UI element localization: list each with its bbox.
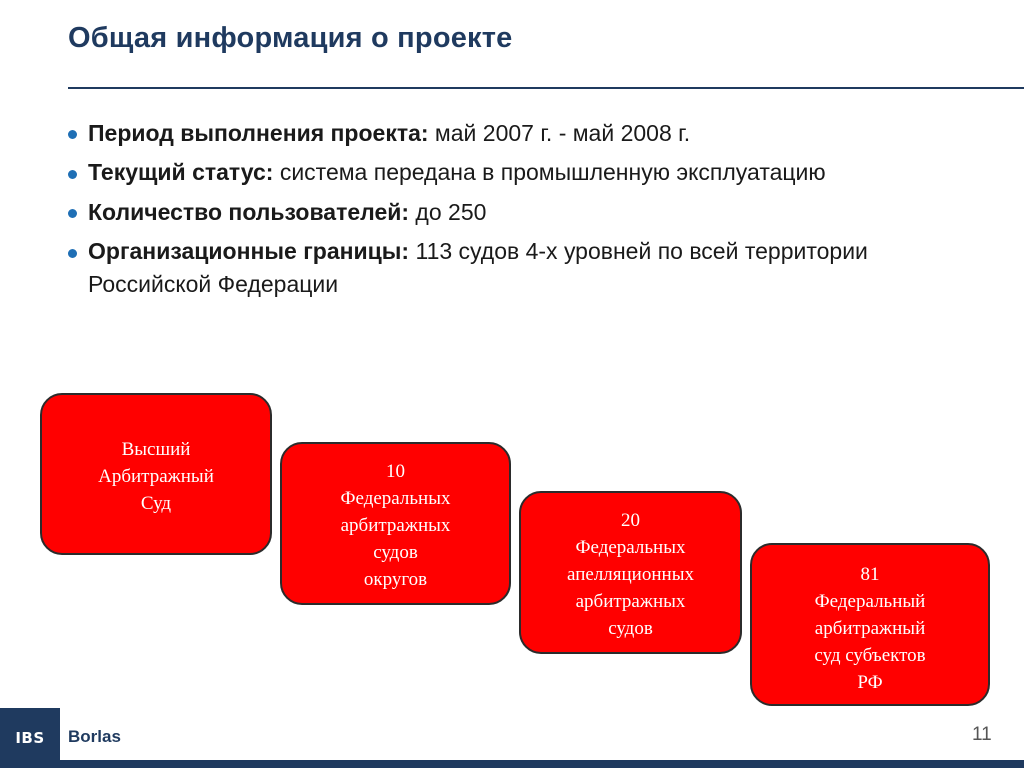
court-box-supreme [40, 393, 272, 555]
bullet-item-period [68, 116, 948, 150]
box-line: Федеральных [575, 537, 686, 558]
box-line: арбитражных [575, 591, 686, 612]
box-line: Высший [121, 439, 191, 460]
bullet-item-status [68, 156, 948, 189]
bullet-item-boundaries [68, 235, 948, 301]
bullet-text: до 250 [409, 199, 487, 225]
box-line: РФ [857, 672, 883, 693]
bullet-dot-icon [68, 130, 77, 139]
box-line: судов [608, 618, 653, 639]
box-line: Арбитражный [98, 466, 214, 487]
box-line: арбитражный [814, 618, 926, 639]
bullet-dot-icon [68, 249, 77, 258]
ibs-logo: IBS [0, 708, 60, 768]
box-line: 20 [621, 510, 640, 531]
brand-name: Borlas [68, 727, 121, 746]
court-box-district [280, 442, 511, 605]
bullet-label: Период выполнения проекта: [88, 120, 429, 146]
box-line: 81 [860, 564, 880, 585]
box-line: Федеральных [340, 488, 451, 509]
slide-title: Общая информация о проекте [68, 22, 513, 54]
bullet-text: май 2007 г. - май 2008 г. [428, 120, 691, 146]
box-line: Федеральный [814, 591, 926, 612]
title-divider [68, 87, 1024, 89]
bullet-dot-icon [68, 170, 77, 179]
box-line: суд субъектов [814, 645, 926, 666]
bullet-text: система передана в промышленную эксплуатацию [273, 159, 826, 185]
box-line: арбитражных [340, 515, 451, 536]
page-number: 11 [972, 724, 992, 745]
box-line: 10 [386, 461, 405, 482]
box-line: судов [373, 542, 418, 563]
bullet-dot-icon [68, 209, 77, 218]
bullet-label: Организационные границы: [88, 238, 410, 264]
box-line: Суд [140, 493, 172, 514]
bullet-label: Текущий статус: [88, 159, 274, 185]
bullet-item-users [68, 195, 948, 229]
footer-bar [0, 760, 1024, 768]
bullet-label: Количество пользователей: [88, 199, 410, 225]
box-line: округов [363, 569, 428, 590]
court-box-subject [750, 543, 990, 706]
bullet-text: 113 судов 4-х уровней по всей территории Российской Федерации [88, 238, 868, 297]
bullet-list [68, 116, 948, 307]
box-line: апелляционных [567, 564, 694, 585]
court-box-appeal [519, 491, 742, 654]
